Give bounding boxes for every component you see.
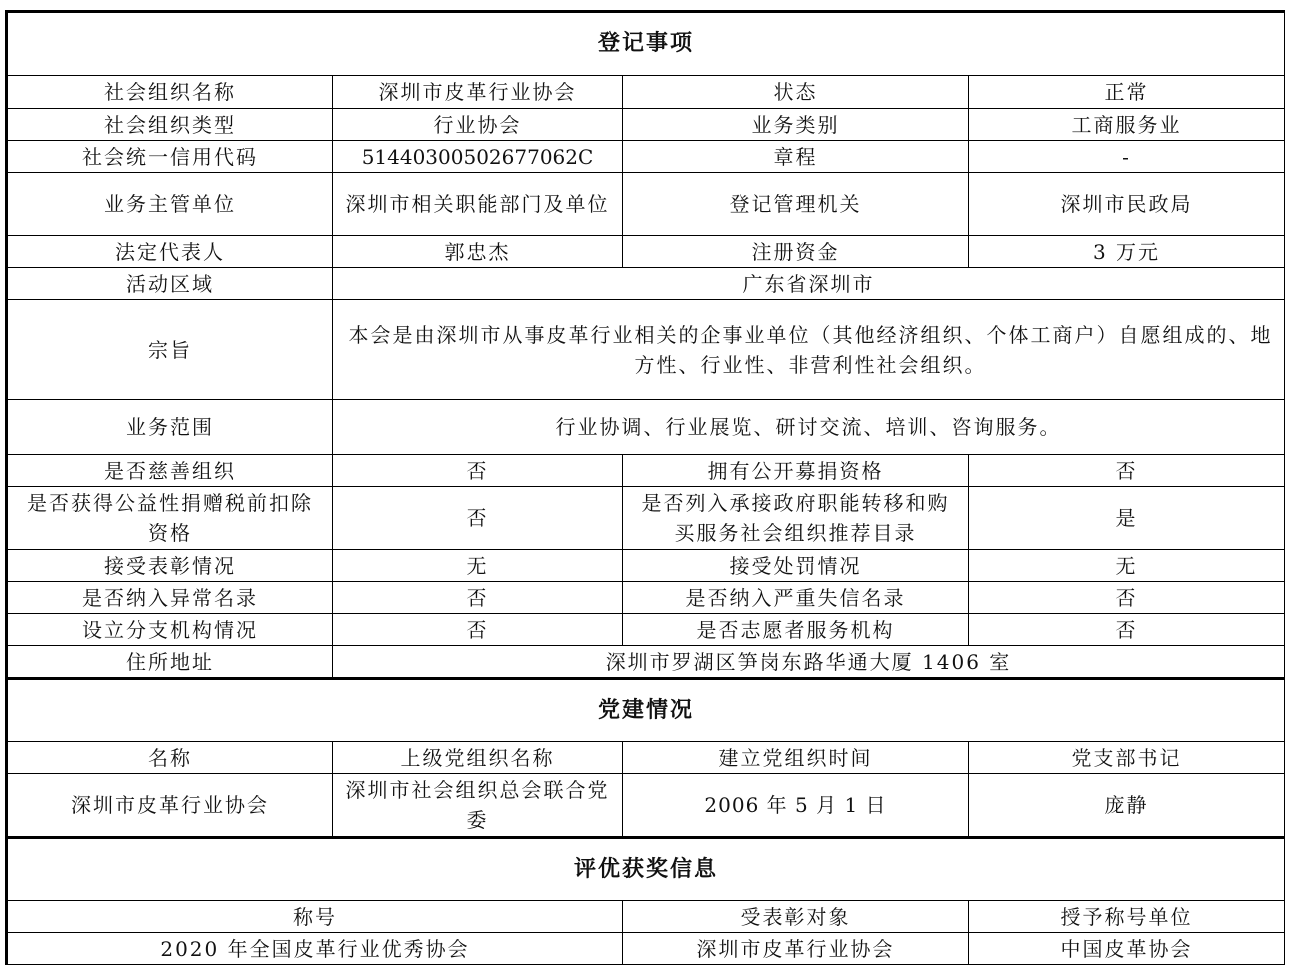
org-type-label: 社会组织类型 (8, 109, 333, 141)
reg-authority-value: 深圳市民政局 (969, 173, 1284, 236)
scope-value: 行业协调、行业展览、研讨交流、培训、咨询服务。 (333, 400, 1284, 455)
section-title-awards: 评优获奖信息 (8, 839, 1284, 901)
branch-value: 否 (333, 614, 623, 646)
status-value: 正常 (969, 76, 1284, 109)
legal-rep-label: 法定代表人 (8, 236, 333, 268)
charter-value: - (969, 141, 1284, 173)
credit-code-value: 51440300502677062C (333, 141, 623, 173)
area-value: 广东省深圳市 (333, 268, 1284, 300)
capital-label: 注册资金 (623, 236, 969, 268)
reg-authority-label: 登记管理机关 (623, 173, 969, 236)
org-name-label: 社会组织名称 (8, 76, 333, 109)
party-header-name: 名称 (8, 742, 333, 774)
purpose-label: 宗旨 (8, 300, 333, 400)
status-label: 状态 (623, 76, 969, 109)
capital-value: 3 万元 (969, 236, 1284, 268)
awards-row-issuer: 中国皮革协会 (1060, 936, 1193, 961)
credit-code-label: 社会统一信用代码 (8, 141, 333, 173)
fundraising-label: 拥有公开募捐资格 (623, 455, 969, 487)
party-row-secretary: 庞静 (969, 774, 1284, 839)
section-title-registration: 登记事项 (8, 13, 1284, 76)
abnormal-label: 是否纳入异常名录 (8, 582, 333, 614)
branch-label: 设立分支机构情况 (8, 614, 333, 646)
awards-header-issuer: 授予称号单位 (969, 901, 1284, 933)
tax-label: 是否获得公益性捐赠税前扣除资格 (8, 487, 333, 550)
party-row-parent: 深圳市社会组织总会联合党委 (333, 774, 623, 839)
penalty-value: 无 (969, 550, 1284, 582)
awards-header-title: 称号 (8, 901, 623, 933)
supervisor-value: 深圳市相关职能部门及单位 (333, 173, 623, 236)
charity-value: 否 (333, 455, 623, 487)
party-header-date: 建立党组织时间 (623, 742, 969, 774)
awards-header-recipient: 受表彰对象 (623, 901, 969, 933)
gov-list-label: 是否列入承接政府职能转移和购买服务社会组织推荐目录 (623, 487, 969, 550)
commend-value: 无 (333, 550, 623, 582)
address-label: 住所地址 (8, 646, 333, 680)
legal-rep-value: 郭忠杰 (333, 236, 623, 268)
scope-label: 业务范围 (8, 400, 333, 455)
volunteer-label: 是否志愿者服务机构 (623, 614, 969, 646)
supervisor-label: 业务主管单位 (8, 173, 333, 236)
awards-row-recipient: 深圳市皮革行业协会 (623, 933, 969, 964)
party-header-parent: 上级党组织名称 (333, 742, 623, 774)
party-row-date: 2006 年 5 月 1 日 (623, 774, 969, 839)
party-row-name: 深圳市皮革行业协会 (8, 774, 333, 839)
fundraising-value: 否 (969, 455, 1284, 487)
volunteer-value: 否 (969, 614, 1284, 646)
address-value: 深圳市罗湖区笋岗东路华通大厦 1406 室 (333, 646, 1284, 680)
charter-label: 章程 (623, 141, 969, 173)
gov-list-value: 是 (969, 487, 1284, 550)
tax-value: 否 (333, 487, 623, 550)
charity-label: 是否慈善组织 (8, 455, 333, 487)
penalty-label: 接受处罚情况 (623, 550, 969, 582)
org-type-value: 行业协会 (333, 109, 623, 141)
dishonest-label: 是否纳入严重失信名录 (623, 582, 969, 614)
org-name-value: 深圳市皮革行业协会 (333, 76, 623, 109)
area-label: 活动区域 (8, 268, 333, 300)
section-title-party: 党建情况 (8, 680, 1284, 742)
registration-table (5, 10, 1285, 965)
abnormal-value: 否 (333, 582, 623, 614)
biz-category-label: 业务类别 (623, 109, 969, 141)
dishonest-value: 否 (969, 582, 1284, 614)
biz-category-value: 工商服务业 (969, 109, 1284, 141)
awards-row-title: 2020 年全国皮革行业优秀协会 (8, 933, 623, 964)
commend-label: 接受表彰情况 (8, 550, 333, 582)
purpose-value: 本会是由深圳市从事皮革行业相关的企事业单位（其他经济组织、个体工商户）自愿组成的、地方性、行业性、非营利性社会组织。 (333, 300, 1284, 400)
party-header-secretary: 党支部书记 (969, 742, 1284, 774)
